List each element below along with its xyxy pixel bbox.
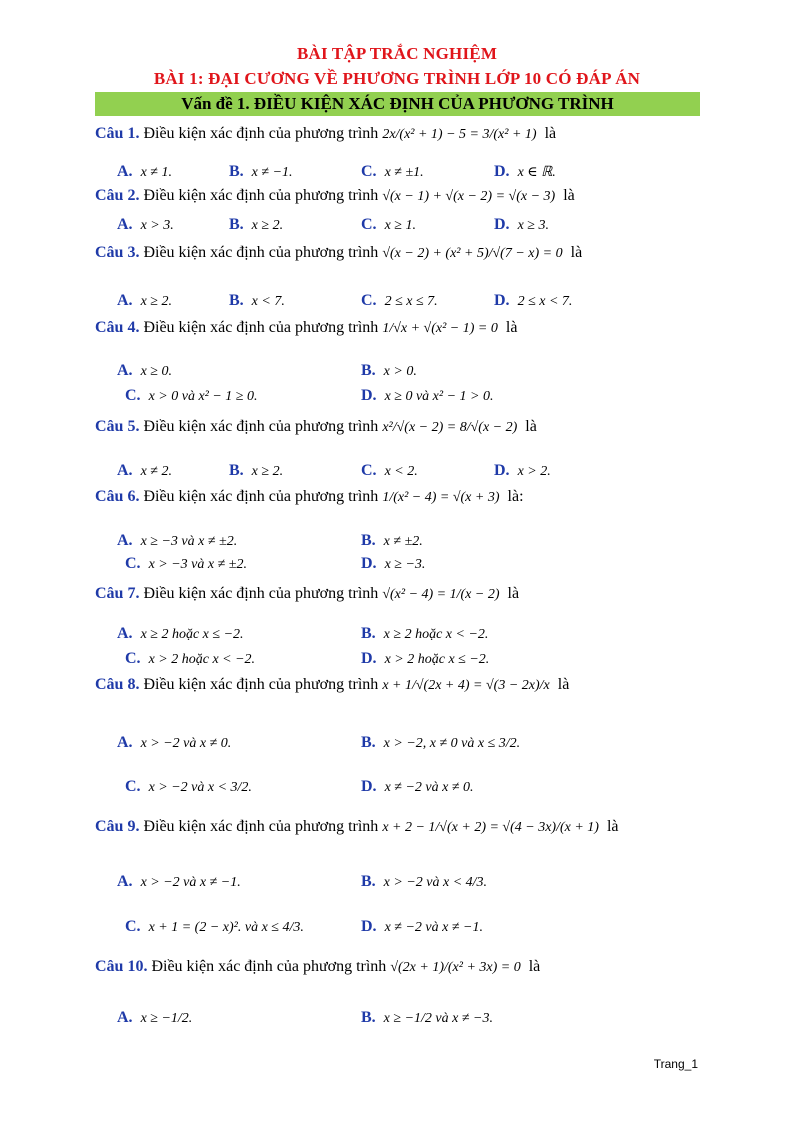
question-text: Điều kiện xác định của phương trình [143, 319, 379, 336]
question-text: Điều kiện xác định của phương trình [143, 676, 379, 693]
option-value: x ≥ −1/2 và x ≠ −3. [383, 1011, 493, 1026]
page-number: Trang_1 [653, 1057, 698, 1071]
option-letter: B. [361, 734, 376, 751]
option-value: x > 0 và x² − 1 ≥ 0. [148, 389, 258, 404]
option-value: x > 2. [517, 464, 551, 479]
option-value: x ∈ ℝ. [517, 165, 556, 180]
option-letter: C. [125, 555, 141, 572]
answer-option[interactable] [361, 873, 487, 891]
answer-option[interactable] [229, 163, 293, 181]
option-value: x < 2. [384, 464, 418, 479]
option-letter: C. [361, 292, 377, 309]
option-letter: D. [361, 918, 377, 935]
option-value: x > 2 hoặc x ≤ −2. [384, 652, 490, 667]
answer-option[interactable] [117, 462, 172, 480]
option-letter: A. [117, 532, 133, 549]
option-value: x < 7. [251, 294, 285, 309]
option-letter: B. [229, 462, 244, 479]
option-value: x ≥ 2. [140, 294, 172, 309]
option-value: x ≥ −1/2. [140, 1011, 193, 1026]
answer-option[interactable] [361, 387, 493, 405]
question-tail: là [557, 676, 570, 693]
option-letter: B. [361, 625, 376, 642]
option-value: x > −2 và x ≠ 0. [140, 736, 232, 751]
option-letter: A. [117, 292, 133, 309]
answer-option[interactable] [494, 216, 549, 234]
option-value: x ≥ 2. [251, 464, 284, 479]
answer-option[interactable] [117, 532, 237, 550]
question-stem [95, 418, 537, 436]
option-letter: D. [494, 292, 510, 309]
equation: x + 2 − 1/√(x + 2) = √(4 − 3x)/(x + 1) [382, 820, 599, 835]
question-text: Điều kiện xác định của phương trình [143, 244, 379, 261]
answer-option[interactable] [361, 292, 438, 310]
answer-option[interactable] [229, 216, 283, 234]
option-letter: C. [125, 650, 141, 667]
question-tail: là [570, 244, 583, 261]
answer-option[interactable] [361, 462, 418, 480]
question-label: Câu 5. [95, 418, 140, 435]
answer-option[interactable] [361, 163, 424, 181]
answer-option[interactable] [117, 163, 172, 181]
answer-option[interactable] [125, 650, 255, 668]
option-letter: A. [117, 216, 133, 233]
option-value: x ≥ 0 và x² − 1 > 0. [384, 389, 494, 404]
option-letter: A. [117, 163, 133, 180]
question-stem [95, 585, 519, 603]
equation: 1/(x² − 4) = √(x + 3) [382, 490, 500, 505]
answer-option[interactable] [125, 918, 304, 936]
question-text: Điều kiện xác định của phương trình [143, 488, 379, 505]
option-value: x ≥ 0. [140, 364, 172, 379]
answer-option[interactable] [494, 163, 556, 181]
option-letter: B. [229, 216, 244, 233]
answer-option[interactable] [229, 462, 283, 480]
option-letter: B. [361, 1009, 376, 1026]
question-label: Câu 4. [95, 319, 140, 336]
option-letter: A. [117, 873, 133, 890]
option-value: x ≠ 2. [140, 464, 172, 479]
question-stem [95, 319, 517, 337]
option-value: x ≠ −2 và x ≠ 0. [384, 780, 474, 795]
question-stem [95, 818, 619, 836]
option-value: x ≥ −3. [384, 557, 426, 572]
answer-option[interactable] [361, 1009, 493, 1027]
answer-option[interactable] [117, 216, 174, 234]
answer-option[interactable] [361, 650, 489, 668]
option-value: x ≥ 2 hoặc x ≤ −2. [140, 627, 244, 642]
option-letter: B. [229, 163, 244, 180]
option-letter: A. [117, 1009, 133, 1026]
question-label: Câu 8. [95, 676, 140, 693]
option-value: x ≠ 1. [140, 165, 172, 180]
question-label: Câu 2. [95, 187, 140, 204]
option-letter: B. [229, 292, 244, 309]
option-letter: D. [494, 462, 510, 479]
option-value: x ≥ 2. [251, 218, 284, 233]
equation: √(x − 1) + √(x − 2) = √(x − 3) [382, 189, 556, 204]
question-tail: là [544, 125, 557, 142]
option-value: x ≥ 3. [517, 218, 549, 233]
question-stem [95, 244, 582, 262]
question-text: Điều kiện xác định của phương trình [143, 125, 379, 142]
equation: x + 1/√(2x + 4) = √(3 − 2x)/x [382, 678, 550, 693]
answer-option[interactable] [117, 873, 241, 891]
answer-option[interactable] [229, 292, 285, 310]
question-tail: là [507, 585, 520, 602]
option-value: x ≠ ±2. [383, 534, 423, 549]
answer-option[interactable] [117, 1009, 192, 1027]
option-value: x > 2 hoặc x < −2. [148, 652, 256, 667]
option-value: x ≥ 2 hoặc x < −2. [383, 627, 489, 642]
option-letter: C. [125, 778, 141, 795]
option-letter: C. [125, 387, 141, 404]
option-value: x > −2 và x < 4/3. [383, 875, 488, 890]
equation: √(x² − 4) = 1/(x − 2) [382, 587, 500, 602]
answer-option[interactable] [361, 216, 416, 234]
option-value: 2 ≤ x < 7. [517, 294, 573, 309]
option-value: x ≠ −2 và x ≠ −1. [384, 920, 483, 935]
equation: √(2x + 1)/(x² + 3x) = 0 [390, 960, 521, 975]
question-stem [95, 187, 575, 205]
answer-option[interactable] [361, 734, 520, 752]
option-letter: A. [117, 734, 133, 751]
question-text: Điều kiện xác định của phương trình [143, 585, 379, 602]
question-tail: là [606, 818, 619, 835]
question-text: Điều kiện xác định của phương trình [143, 418, 379, 435]
option-value: x > −2 và x ≠ −1. [140, 875, 241, 890]
question-text: Điều kiện xác định của phương trình [151, 958, 387, 975]
option-letter: B. [361, 873, 376, 890]
question-label: Câu 7. [95, 585, 140, 602]
equation: √(x − 2) + (x² + 5)/√(7 − x) = 0 [382, 246, 563, 261]
question-label: Câu 10. [95, 958, 148, 975]
answer-option[interactable] [494, 462, 551, 480]
option-letter: C. [361, 163, 377, 180]
option-letter: D. [361, 650, 377, 667]
equation: 2x/(x² + 1) − 5 = 3/(x² + 1) [382, 127, 537, 142]
answer-option[interactable] [361, 625, 488, 643]
answer-option[interactable] [117, 292, 172, 310]
option-letter: D. [494, 216, 510, 233]
question-label: Câu 1. [95, 125, 140, 142]
answer-option[interactable] [361, 778, 474, 796]
question-stem [95, 125, 556, 143]
equation: 1/√x + √(x² − 1) = 0 [382, 321, 498, 336]
question-tail: là [563, 187, 575, 204]
option-value: x ≠ −1. [251, 165, 293, 180]
question-stem [95, 958, 540, 976]
option-letter: A. [117, 625, 133, 642]
answer-option[interactable] [361, 918, 483, 936]
option-letter: D. [361, 555, 377, 572]
answer-option[interactable] [361, 532, 423, 550]
question-tail: là [528, 958, 541, 975]
option-value: x ≠ ±1. [384, 165, 424, 180]
answer-option[interactable] [117, 625, 244, 643]
question-stem [95, 488, 524, 506]
question-tail: là [505, 319, 518, 336]
answer-option[interactable] [117, 734, 231, 752]
section-heading: Vấn đề 1. ĐIỀU KIỆN XÁC ĐỊNH CỦA PHƯƠNG TRÌNH [95, 92, 700, 116]
option-value: 2 ≤ x ≤ 7. [384, 294, 438, 309]
option-value: x > −2 và x < 3/2. [148, 780, 252, 795]
answer-option[interactable] [494, 292, 572, 310]
question-text: Điều kiện xác định của phương trình [143, 818, 379, 835]
answer-option[interactable] [125, 387, 257, 405]
option-letter: A. [117, 462, 133, 479]
answer-option[interactable] [125, 555, 247, 573]
option-letter: D. [361, 387, 377, 404]
question-text: Điều kiện xác định của phương trình [143, 187, 379, 204]
answer-option[interactable] [117, 362, 172, 380]
question-tail: là [525, 418, 537, 435]
option-value: x + 1 = (2 − x)². và x ≤ 4/3. [148, 920, 304, 935]
option-letter: A. [117, 362, 133, 379]
option-letter: D. [361, 778, 377, 795]
option-letter: C. [125, 918, 141, 935]
option-value: x > −3 và x ≠ ±2. [148, 557, 247, 572]
option-value: x > 3. [140, 218, 174, 233]
question-label: Câu 6. [95, 488, 140, 505]
doc-subtitle: BÀI 1: ĐẠI CƯƠNG VỀ PHƯƠNG TRÌNH LỚP 10 CÓ ĐÁP ÁN [153, 69, 641, 88]
option-value: x ≥ 1. [384, 218, 416, 233]
answer-option[interactable] [125, 778, 252, 796]
question-tail: là: [507, 488, 524, 505]
question-label: Câu 9. [95, 818, 140, 835]
question-stem [95, 676, 569, 694]
option-letter: C. [361, 462, 377, 479]
option-letter: B. [361, 362, 376, 379]
option-value: x ≥ −3 và x ≠ ±2. [140, 534, 238, 549]
option-letter: B. [361, 532, 376, 549]
doc-title: BÀI TẬP TRẮC NGHIỆM [296, 44, 498, 63]
option-letter: D. [494, 163, 510, 180]
answer-option[interactable] [361, 555, 425, 573]
answer-option[interactable] [361, 362, 417, 380]
option-value: x > 0. [383, 364, 417, 379]
option-value: x > −2, x ≠ 0 và x ≤ 3/2. [383, 736, 521, 751]
question-label: Câu 3. [95, 244, 140, 261]
option-letter: C. [361, 216, 377, 233]
equation: x²/√(x − 2) = 8/√(x − 2) [382, 420, 518, 435]
